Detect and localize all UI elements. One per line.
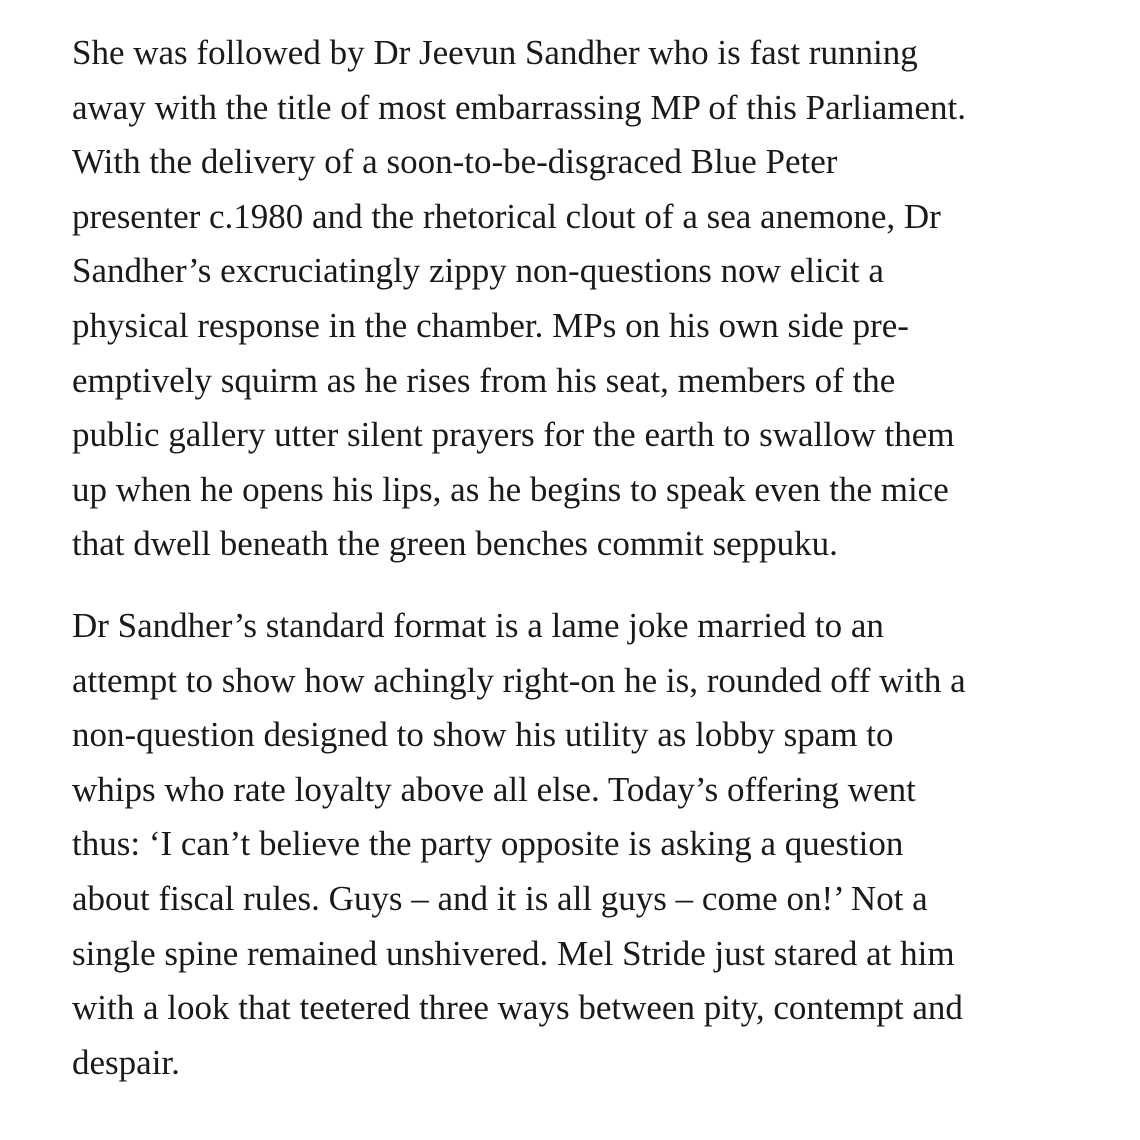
article-paragraph-1 <box>72 26 1102 572</box>
article-body <box>72 26 1102 1090</box>
text-line: non-question designed to show his utility as lobby spam to <box>72 715 894 755</box>
text-line: presenter c.1980 and the rhetorical clout of a sea anemone, Dr <box>72 196 941 236</box>
text-line: about fiscal rules. Guys – and it is all guys – come on!’ Not a <box>72 878 928 918</box>
text-line: Sandher’s excruciatingly zippy non-questions now elicit a <box>72 251 884 291</box>
text-line: away with the title of most embarrassing MP of this Parliament. <box>72 87 966 127</box>
article-paragraph-2 <box>72 599 1102 1090</box>
text-line: whips who rate loyalty above all else. Today’s offering went <box>72 769 916 809</box>
text-line: public gallery utter silent prayers for the earth to swallow them <box>72 415 955 455</box>
text-line: physical response in the chamber. MPs on his own side pre- <box>72 305 909 345</box>
text-line: despair. <box>72 1042 180 1082</box>
text-line: emptively squirm as he rises from his seat, members of the <box>72 360 896 400</box>
text-line: She was followed by Dr Jeevun Sandher who is fast running <box>72 33 918 72</box>
text-line: that dwell beneath the green benches commit seppuku. <box>72 524 838 564</box>
text-line: single spine remained unshivered. Mel Stride just stared at him <box>72 933 955 973</box>
text-line: With the delivery of a soon-to-be-disgraced Blue Peter <box>72 142 838 182</box>
text-line: up when he opens his lips, as he begins to speak even the mice <box>72 469 949 509</box>
text-line: with a look that teetered three ways between pity, contempt and <box>72 988 963 1028</box>
text-line: Dr Sandher’s standard format is a lame joke married to an <box>72 605 884 645</box>
text-line: attempt to show how achingly right-on he is, rounded off with a <box>72 660 966 700</box>
text-line: thus: ‘I can’t believe the party opposite is asking a question <box>72 824 904 864</box>
